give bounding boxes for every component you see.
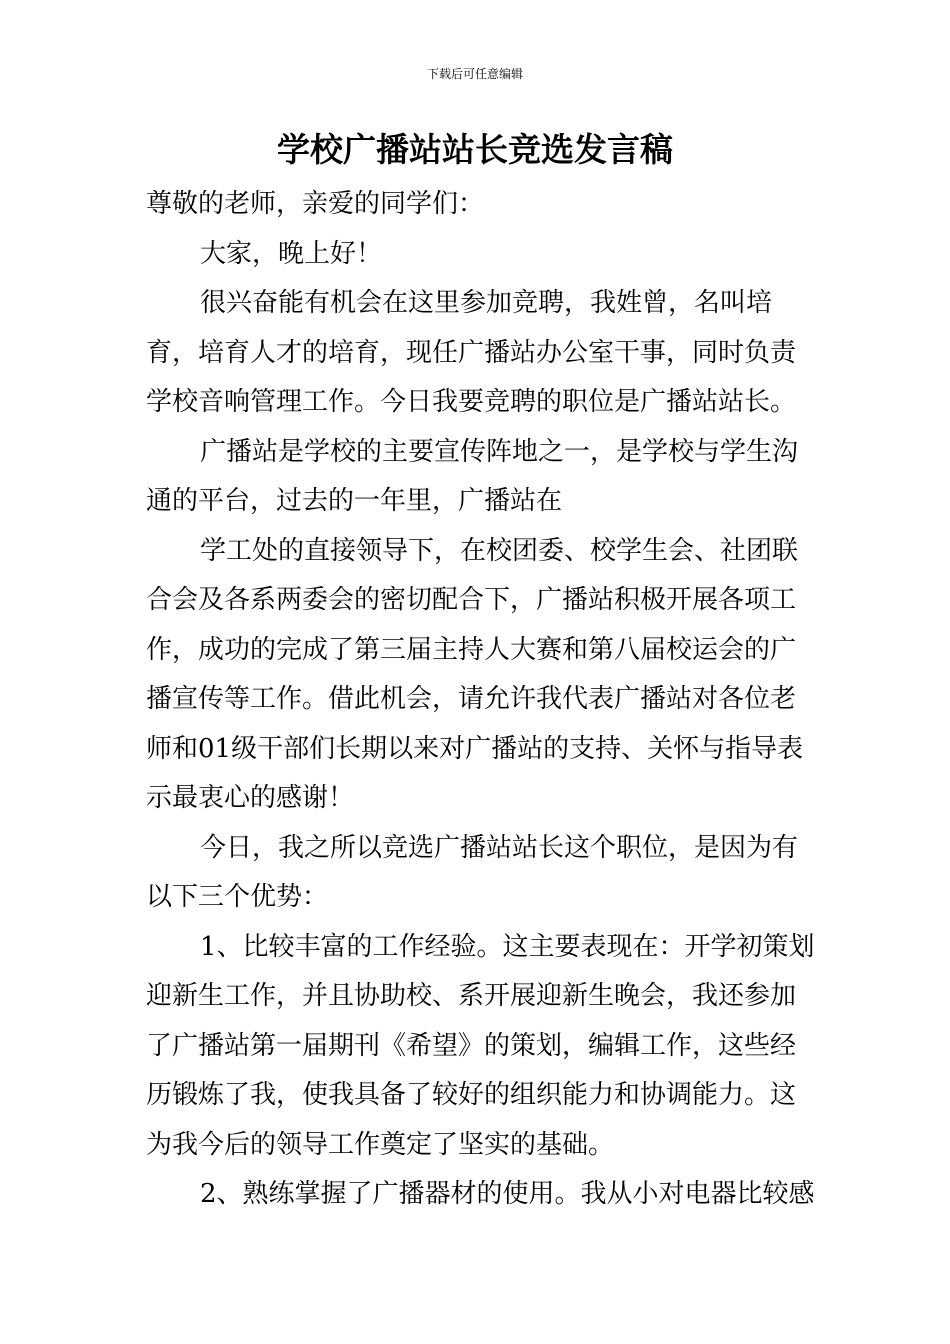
- page-header-note: 下载后可任意编辑: [426, 67, 523, 81]
- paragraph-advantage-2: 2、熟练掌握了广播器材的使用。我从小对电器比较感: [200, 1179, 815, 1209]
- salutation: 尊敬的老师，亲爱的同学们：: [146, 189, 485, 219]
- paragraph-reasons: 今日，我之所以竞选广播站站长这个职位，是因为有以下三个优势：: [146, 832, 799, 912]
- paragraph-station-role: 广播站是学校的主要宣传阵地之一，是学校与学生沟通的平台，过去的一年里，广播站在: [146, 436, 799, 516]
- document-title: 学校广播站站长竞选发言稿: [277, 130, 673, 169]
- paragraph-introduction: 很兴奋能有机会在这里参加竞聘，我姓曾，名叫培育，培育人才的培育，现任广播站办公室干事，同时负责学校音响管理工作。今日我要竞聘的职位是广播站站长。: [146, 288, 797, 417]
- paragraph-advantage-1: 1、比较丰富的工作经验。这主要表现在：开学初策划迎新生工作，并且协助校、系开展迎新生晚会，我还参加了广播站第一届期刊《希望》的策划，编辑工作，这些经历锻炼了我，使我具备了较好的组织能力和协调能力。这为我今后的领导工作奠定了坚实的基础。: [146, 931, 815, 1160]
- document-body: [146, 180, 818, 1220]
- greeting: 大家，晚上好！: [200, 238, 383, 269]
- paragraph-achievements: 学工处的直接领导下，在校团委、校学生会、社团联合会及各系两委会的密切配合下，广播站积极开展各项工作，成功的完成了第三届主持人大赛和第八届校运会的广播宣传等工作。借此机会，请允许我代表广播站对各位老师和01级干部们长期以来对广播站的支持、关怀与指导表示最衷心的感谢！: [146, 535, 804, 813]
